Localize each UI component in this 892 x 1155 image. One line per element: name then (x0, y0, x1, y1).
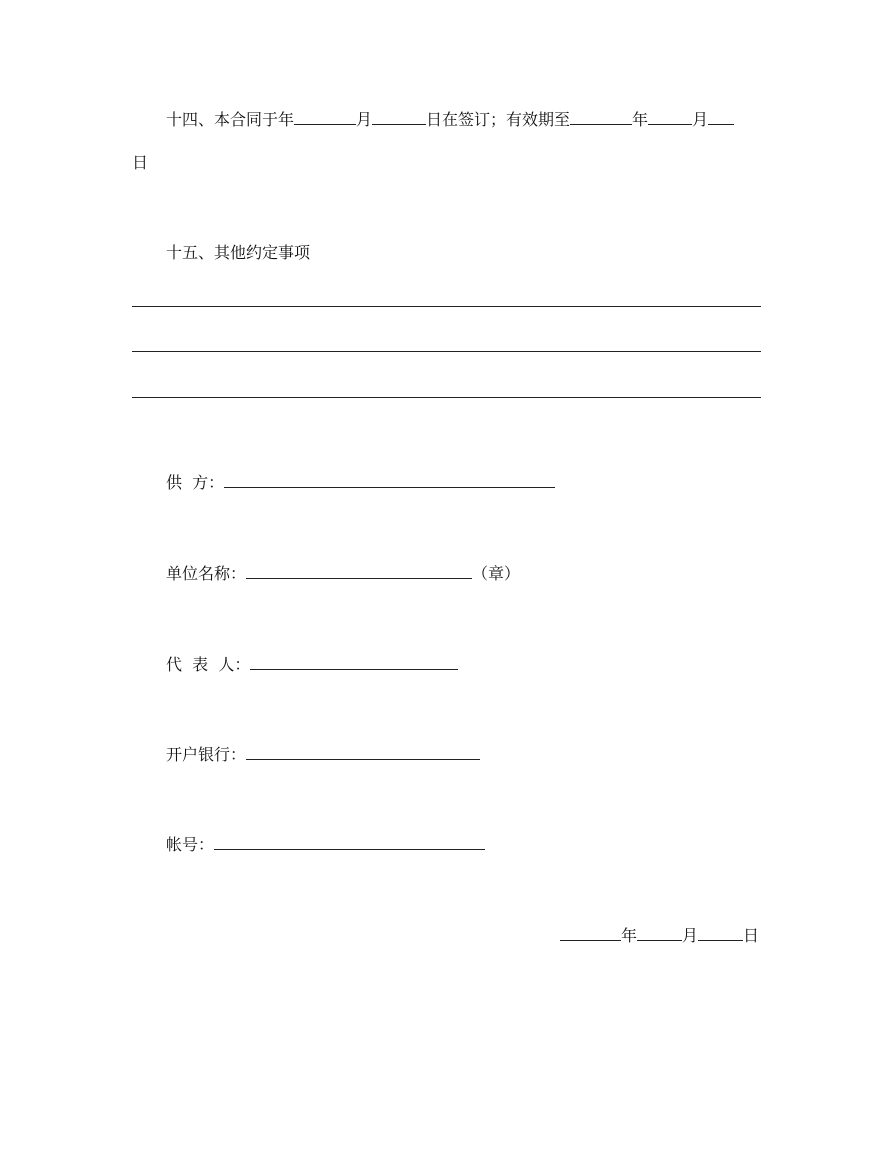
clause14-text-2: 月 (356, 110, 373, 129)
clause15-title: 十五、其他约定事项 (166, 243, 311, 262)
unit-name-label: 单位名称： (166, 564, 247, 583)
clause14-text-6: 日 (132, 153, 149, 172)
date-year-blank (560, 923, 621, 941)
clause14-line-2 (132, 152, 148, 174)
bank-label: 开户银行： (166, 745, 247, 764)
clause14-line (166, 107, 734, 131)
expiry-day-blank (708, 107, 734, 125)
supplier-row (166, 470, 555, 494)
sign-year-blank (294, 107, 356, 125)
clause14-text-5: 月 (692, 110, 709, 129)
account-row (166, 832, 485, 856)
other-terms-line-2 (132, 351, 761, 352)
date-day-label: 日 (743, 926, 760, 945)
supplier-blank (224, 470, 555, 488)
bank-row (166, 742, 480, 766)
unit-name-row (166, 561, 520, 585)
expiry-year-blank (570, 107, 632, 125)
clause14-text-1: 十四、本合同于年 (166, 110, 295, 129)
other-terms-line-1 (132, 306, 761, 307)
sign-month-blank (372, 107, 426, 125)
date-month-blank (637, 923, 682, 941)
date-year-label: 年 (621, 926, 638, 945)
seal-note: （章） (472, 564, 521, 583)
bank-blank (246, 742, 480, 760)
clause14-text-4: 年 (632, 110, 649, 129)
representative-blank (250, 652, 458, 670)
other-terms-line-3 (132, 397, 761, 398)
representative-label: 代 表 人： (166, 655, 251, 674)
expiry-month-blank (648, 107, 692, 125)
representative-row (166, 652, 458, 676)
account-label: 帐号： (166, 835, 215, 854)
supplier-label: 供 方： (166, 473, 225, 492)
date-day-blank (698, 923, 743, 941)
clause14-text-3: 日在签订；有效期至 (426, 110, 571, 129)
date-month-label: 月 (682, 926, 699, 945)
signature-date-row (560, 923, 759, 947)
unit-name-blank (246, 561, 472, 579)
account-blank (214, 832, 485, 850)
